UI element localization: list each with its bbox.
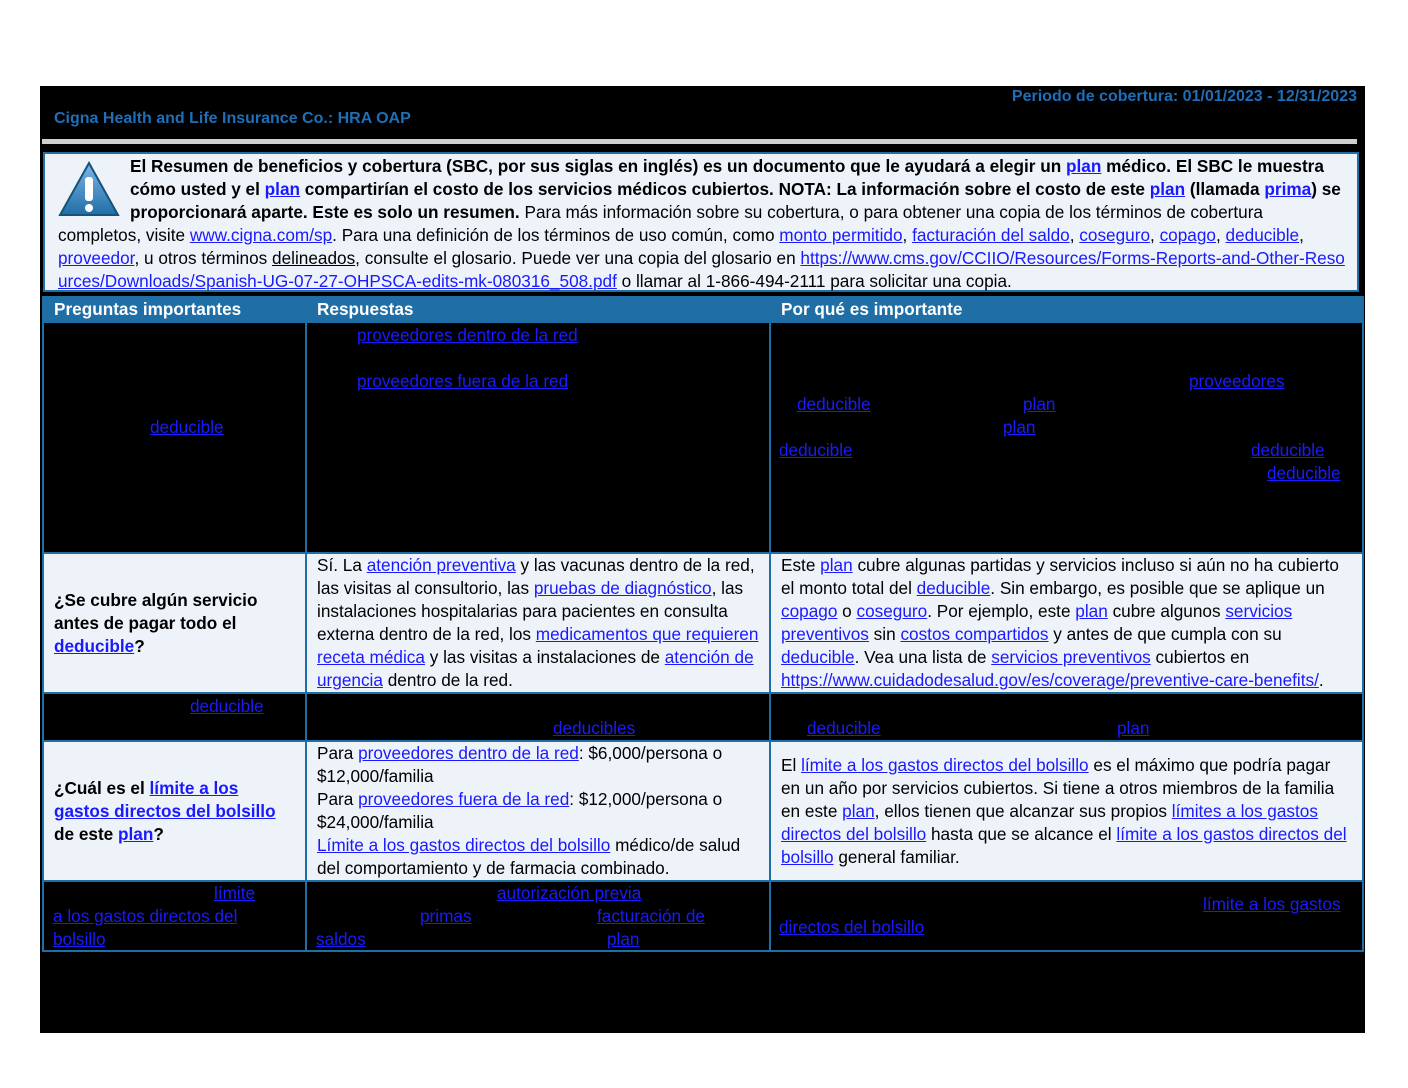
- header-respuestas: Respuestas: [306, 297, 770, 322]
- monto-permitido-link[interactable]: monto permitido: [779, 225, 903, 245]
- row5-why-cell: [770, 881, 1363, 951]
- in-network-providers-link[interactable]: proveedores dentro de la red: [358, 743, 579, 763]
- coverage-period: Periodo de cobertura: 01/01/2023 - 12/31/2023: [1011, 88, 1357, 105]
- limite-gastos-link[interactable]: límite a los gastos directos del bolsillo: [54, 777, 276, 821]
- deducible-link[interactable]: deducible: [807, 718, 881, 738]
- table-row: [43, 693, 1363, 741]
- plan-link[interactable]: plan: [1149, 179, 1186, 199]
- notice-bold-text: médico. El SBC le muestra cómo usted y el: [130, 156, 1324, 199]
- limite-gastos-link[interactable]: límite a los gastos directos del bolsillo: [801, 754, 1089, 775]
- medicamentos-receta-link[interactable]: medicamentos que requieren receta médica: [317, 624, 759, 667]
- plan-link[interactable]: plan: [820, 555, 853, 575]
- facturacion-saldo-link[interactable]: facturación del saldo: [912, 225, 1070, 245]
- row1-question-cell: [43, 322, 306, 553]
- servicios-preventivos-link[interactable]: servicios preventivos: [991, 647, 1151, 667]
- plan-link[interactable]: plan: [1023, 394, 1056, 414]
- coseguro-link[interactable]: coseguro: [856, 601, 928, 621]
- limite-gastos-link[interactable]: límite a los gastos: [1203, 894, 1341, 914]
- delineados-term: delineados: [272, 248, 356, 268]
- document-page: [40, 86, 1365, 1033]
- plan-link[interactable]: plan: [264, 179, 301, 199]
- plan-link[interactable]: plan: [1117, 718, 1150, 738]
- out-of-network-providers-link[interactable]: proveedores fuera de la red: [358, 789, 570, 809]
- facturacion-link[interactable]: facturación de: [597, 906, 705, 926]
- row3-answer-cell: [306, 693, 770, 741]
- company-plan-title: Cigna Health and Life Insurance Co.: HRA OAP: [54, 110, 411, 127]
- gastos-directos-link[interactable]: a los gastos directos del: [53, 906, 238, 926]
- row5-question-cell: [43, 881, 306, 951]
- row2-question-cell: ¿Se cubre algún servicio antes de pagar todo el deducible?: [43, 553, 306, 693]
- saldos-link[interactable]: saldos: [316, 929, 366, 949]
- notice-text: . Para una definición de los términos de uso común, como: [332, 225, 780, 245]
- atencion-preventiva-link[interactable]: atención preventiva: [366, 555, 516, 575]
- row4-answer-cell: [306, 741, 770, 881]
- autorizacion-previa-link[interactable]: autorización previa: [497, 883, 642, 903]
- in-network-limit: Para proveedores dentro de la red: $6,000/persona o $12,000/familia: [317, 743, 723, 786]
- table-row: [43, 553, 1363, 693]
- deducibles-link[interactable]: deducibles: [553, 718, 636, 738]
- plan-link[interactable]: plan: [118, 823, 154, 844]
- plan-link[interactable]: plan: [1066, 156, 1102, 176]
- notice-bold-text: compartirían el costo de los servicios médicos cubiertos. NOTA: La información sobre el costo de este: [300, 179, 1150, 199]
- out-of-network-limit: Para proveedores fuera de la red: $12,000/persona o $24,000/familia: [317, 789, 723, 832]
- deducible-link[interactable]: deducible: [1267, 463, 1341, 483]
- copago-link[interactable]: copago: [1159, 225, 1216, 245]
- table-row: [43, 322, 1363, 553]
- plan-link[interactable]: plan: [607, 929, 640, 949]
- row3-question-cell: [43, 693, 306, 741]
- primas-link[interactable]: primas: [420, 906, 472, 926]
- header-divider: [42, 139, 1357, 144]
- header-por-que: Por qué es importante: [770, 297, 1363, 322]
- preventive-care-url-link[interactable]: https://www.cuidadodesalud.gov/es/coverage/preventive-care-benefits/: [781, 670, 1319, 690]
- notice-text: , u otros términos: [134, 248, 273, 268]
- warning-icon: [58, 161, 120, 217]
- notice-bold-text: El Resumen de beneficios y cobertura (SBC, por sus siglas en inglés) es un documento que le ayudará a elegir un: [130, 156, 1067, 176]
- proveedor-link[interactable]: proveedor: [58, 248, 135, 268]
- in-network-providers-link[interactable]: proveedores dentro de la red: [357, 325, 578, 345]
- deducible-link[interactable]: deducible: [150, 417, 224, 437]
- row3-why-cell: [770, 693, 1363, 741]
- table-row: [43, 881, 1363, 951]
- deducible-link[interactable]: deducible: [190, 696, 264, 716]
- atencion-urgencia-link[interactable]: atención de urgencia: [317, 647, 754, 690]
- deducible-link[interactable]: deducible: [781, 647, 855, 667]
- row4-why-cell: El límite a los gastos directos del bolsillo es el máximo que podría pagar en un año por servicios cubiertos. Si tiene a otros miembros de la familia en este plan, ellos tienen que alcanzar sus propios límites a los gastos directos del bolsillo hasta que se alcance el límite a los gastos directos del bolsillo general familiar.: [770, 741, 1363, 881]
- plan-link[interactable]: plan: [1075, 601, 1108, 621]
- table-header-row: [43, 297, 1363, 322]
- bolsillo-link[interactable]: bolsillo: [53, 929, 106, 949]
- directos-bolsillo-link[interactable]: directos del bolsillo: [779, 917, 925, 937]
- table-row: [43, 741, 1363, 881]
- notice-bold-text: ) se proporcionará aparte. Este es solo un resumen.: [130, 179, 1341, 222]
- row1-answer-cell: [306, 322, 770, 553]
- copago-link[interactable]: copago: [781, 601, 838, 621]
- glossary-link[interactable]: https://www.cms.gov/CCIIO/Resources/Forms-Reports-and-Other-Resources/Downloads/Spanish-UG-07-27-OHPSCA-edits-mk-080316_508.pdf: [58, 248, 1345, 291]
- out-of-network-providers-link[interactable]: proveedores fuera de la red: [357, 371, 569, 391]
- limite-gastos-link[interactable]: límite a los gastos directos del bolsillo: [781, 823, 1347, 867]
- row4-question-cell: ¿Cuál es el límite a los gastos directos del bolsillo de este plan?: [43, 741, 306, 881]
- combined-limit-note: Límite a los gastos directos del bolsillo médico/de salud del comportamiento y de farmacia combinado.: [317, 835, 741, 878]
- deducible-link[interactable]: deducible: [54, 635, 135, 656]
- notice-text: o llamar al 1-866-494-2111 para solicitar una copia.: [616, 271, 1012, 291]
- coseguro-link[interactable]: coseguro: [1079, 225, 1151, 245]
- row2-answer-cell: Sí. La atención preventiva y las vacunas dentro de la red, las visitas al consultorio, las pruebas de diagnóstico, las instalaciones hospitalarias para pacientes en consulta externa dentro de la red, los medicamentos que requieren receta médica y las visitas a instalaciones de atención de urgencia dentro de la red.: [306, 553, 770, 693]
- limite-gastos-link[interactable]: Límite a los gastos directos del bolsillo: [317, 835, 611, 855]
- sbc-notice-box: El Resumen de beneficios y cobertura (SBC, por sus siglas en inglés) es un documento que le ayudará a elegir un plan médico. El SBC le muestra cómo usted y el plan compartirían el costo de los servicios médicos cubiertos. NOTA: La información sobre el costo de este plan (llamada prima) se proporcionará aparte. Este es solo un resumen. Para más información sobre su cobertura, o para obtener una copia de los términos de cobertura completos, visite www.cigna.com/sp. Para una definición de los términos de uso común, como monto permitido, facturación del saldo, coseguro, copago, deducible, proveedor, u otros términos delineados, consulte el glosario. Puede ver una copia del glosario en https://www.cms.gov/CCIIO/Resources/Forms-Reports-and-Other-Resources/Downloads/Spanish-UG-07-27-OHPSCA-edits-mk-080316_508.pdf o llamar al 1-866-494-2111 para solicitar una copia.: [43, 152, 1359, 292]
- deducible-link[interactable]: deducible: [916, 578, 991, 598]
- row2-why-cell: Este plan cubre algunas partidas y servicios incluso si aún no ha cubierto el monto total del deducible. Sin embargo, es posible que se aplique un copago o coseguro. Por ejemplo, este plan cubre algunos servicios preventivos sin costos compartidos y antes de que cumpla con su deducible. Vea una lista de servicios preventivos cubiertos en https://www.cuidadodesalud.gov/es/coverage/preventive-care-benefits/.: [770, 553, 1363, 693]
- row1-why-cell: [770, 322, 1363, 553]
- sbc-questions-table: [42, 296, 1364, 952]
- notice-bold-text: (llamada: [1185, 179, 1265, 199]
- deducible-link[interactable]: deducible: [779, 440, 853, 460]
- pruebas-diagnostico-link[interactable]: pruebas de diagnóstico: [533, 578, 712, 598]
- limite-link[interactable]: límite: [214, 883, 256, 903]
- costos-compartidos-link[interactable]: costos compartidos: [900, 624, 1049, 644]
- proveedores-link[interactable]: proveedores: [1189, 371, 1285, 391]
- plan-link[interactable]: plan: [842, 800, 875, 821]
- deducible-link[interactable]: deducible: [1225, 225, 1300, 245]
- header-preguntas: Preguntas importantes: [43, 297, 306, 322]
- notice-text: , consulte el glosario. Puede ver una copia del glosario en: [355, 248, 801, 268]
- row5-answer-cell: [306, 881, 770, 951]
- notice-text: Para más información sobre su cobertura, o para obtener una copia de los términos de cobertura completos, visite: [58, 202, 1263, 245]
- deducible-link[interactable]: deducible: [1251, 440, 1325, 460]
- servicios-preventivos-link[interactable]: servicios preventivos: [781, 601, 1293, 644]
- plan-link[interactable]: plan: [1003, 417, 1036, 437]
- cigna-link[interactable]: www.cigna.com/sp: [189, 225, 333, 245]
- deducible-link[interactable]: deducible: [797, 394, 871, 414]
- prima-link[interactable]: prima: [1264, 179, 1312, 199]
- limites-gastos-link[interactable]: límites a los gastos directos del bolsillo: [781, 800, 1318, 844]
